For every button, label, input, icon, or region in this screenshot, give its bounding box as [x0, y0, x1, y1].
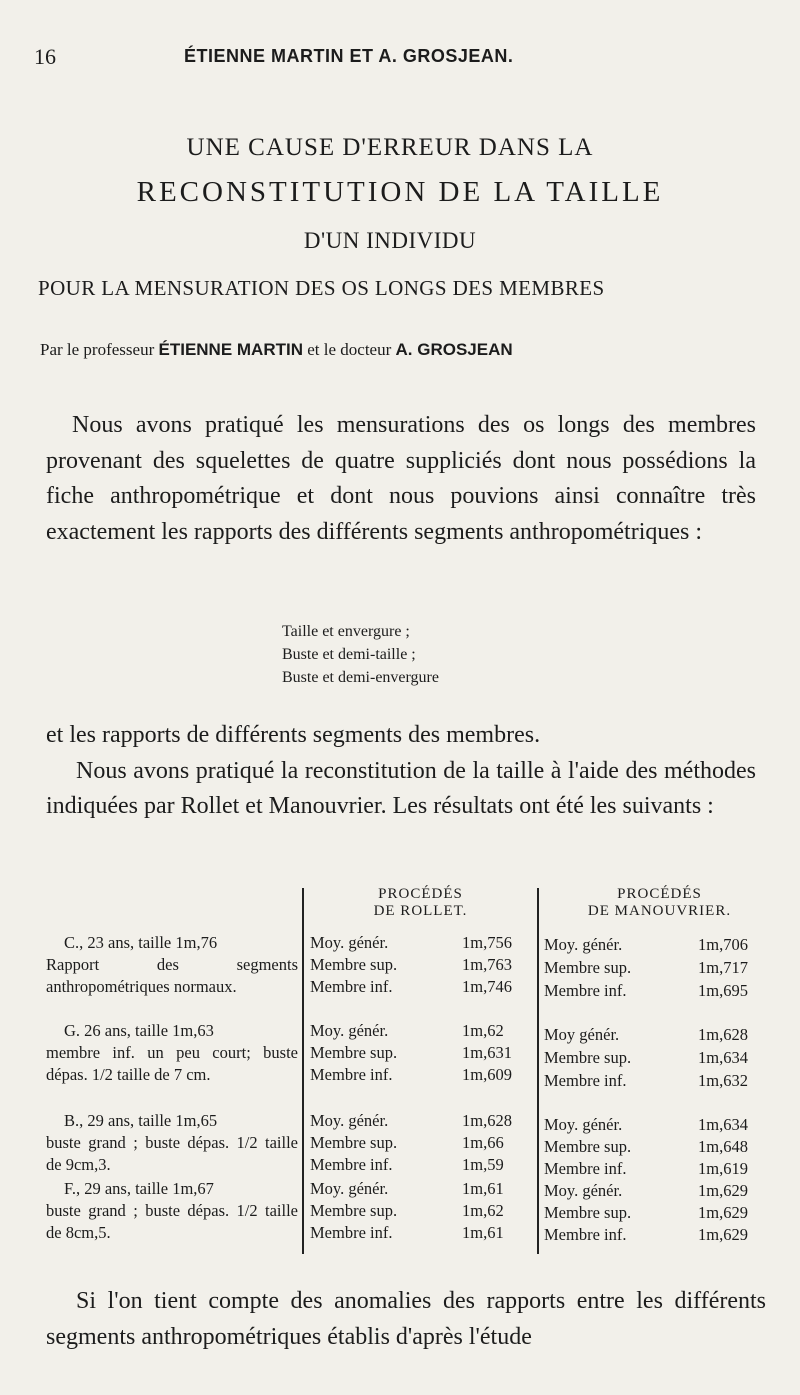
manouvrier-label: Membre sup.: [544, 958, 632, 977]
rollet-value: 1m,631: [462, 1043, 512, 1062]
list-item: Buste et demi-envergure: [282, 669, 439, 686]
rollet-label: Moy. génér.: [310, 1021, 389, 1040]
byline-author-1: ÉTIENNE MARTIN: [158, 340, 303, 359]
rollet-value: 1m,62: [462, 1201, 504, 1220]
subject-lead: G. 26 ans, taille 1m,63: [64, 1021, 214, 1040]
subject-cell: [46, 1020, 298, 1086]
byline-prefix: Par le professeur: [40, 340, 155, 359]
running-head: [34, 44, 774, 74]
subject-lead: C., 23 ans, taille 1m,76: [64, 933, 218, 952]
manouvrier-value: 1m,629: [698, 1225, 748, 1244]
manouvrier-value: 1m,648: [698, 1137, 748, 1156]
paragraph-3: [46, 1284, 766, 1355]
manouvrier-header-line-1: PROCÉDÉS: [617, 886, 702, 902]
running-title: ÉTIENNE MARTIN ET A. GROSJEAN.: [184, 46, 514, 66]
manouvrier-label: Membre inf.: [544, 1225, 627, 1244]
rollet-value: 1m,763: [462, 955, 512, 974]
rollet-label: Membre sup.: [310, 1043, 398, 1062]
manouvrier-value: 1m,634: [698, 1115, 748, 1134]
subject-lead: B., 29 ans, taille 1m,65: [64, 1111, 218, 1130]
manouvrier-label: Moy génér.: [544, 1025, 620, 1044]
manouvrier-value: 1m,717: [698, 958, 748, 977]
manouvrier-value: 1m,634: [698, 1048, 748, 1067]
manouvrier-value: 1m,629: [698, 1181, 748, 1200]
title-line-4: POUR LA MENSURATION DES OS LONGS DES MEMBRES: [38, 276, 605, 300]
manouvrier-label: Membre inf.: [544, 1071, 627, 1090]
rollet-label: Membre inf.: [310, 1155, 393, 1174]
rollet-value: 1m,61: [462, 1179, 504, 1198]
subject-cell: [46, 932, 298, 998]
rollet-header-line-1: PROCÉDÉS: [378, 886, 463, 902]
paragraph-1: [46, 408, 756, 550]
manouvrier-label: Membre sup.: [544, 1137, 632, 1156]
rollet-label: Moy. génér.: [310, 1111, 389, 1130]
byline-middle: et le docteur: [307, 340, 392, 359]
title-line-3: D'UN INDIVIDU: [303, 228, 477, 253]
rollet-label: Moy. génér.: [310, 1179, 389, 1198]
rollet-label: Membre inf.: [310, 1223, 393, 1242]
manouvrier-label: Moy. génér.: [544, 935, 623, 954]
rollet-value: 1m,66: [462, 1133, 504, 1152]
rollet-value: 1m,61: [462, 1223, 504, 1242]
rollet-label: Membre sup.: [310, 1133, 398, 1152]
subject-cell: [46, 1110, 298, 1176]
manouvrier-value: 1m,619: [698, 1159, 748, 1178]
rollet-value: 1m,59: [462, 1155, 504, 1174]
subject-cell: [46, 1178, 298, 1244]
title-line-1: UNE CAUSE D'ERREUR DANS LA: [186, 134, 594, 161]
rollet-label: Membre inf.: [310, 977, 393, 996]
rollet-value: 1m,746: [462, 977, 512, 996]
byline: [40, 340, 760, 360]
byline-author-2: A. GROSJEAN: [395, 340, 513, 359]
results-table: [40, 880, 780, 1260]
page-number: 16: [34, 44, 56, 69]
column-divider: [302, 888, 304, 1254]
manouvrier-value: 1m,695: [698, 981, 748, 1000]
rollet-label: Membre inf.: [310, 1065, 393, 1084]
subject-notes: buste grand ; buste dépas. 1/2 taille de 9cm,3.: [46, 1133, 298, 1174]
rollet-value: 1m,756: [462, 933, 512, 952]
column-divider: [537, 888, 539, 1254]
paragraph-2b-text: Nous avons pratiqué la reconstitution de la taille à l'aide des méthodes indiquées par Rollet et Manouvrier. Les résultats ont été les suivants :: [46, 757, 756, 819]
rollet-value: 1m,62: [462, 1021, 504, 1040]
rollet-label: Membre sup.: [310, 955, 398, 974]
subject-notes: buste grand ; buste dépas. 1/2 taille de 8cm,5.: [46, 1201, 298, 1242]
rollet-header-line-2: DE ROLLET.: [373, 903, 468, 919]
rollet-value: 1m,609: [462, 1065, 512, 1084]
manouvrier-label: Membre inf.: [544, 1159, 627, 1178]
manouvrier-value: 1m,629: [698, 1203, 748, 1222]
manouvrier-label: Moy. génér.: [544, 1115, 623, 1134]
manouvrier-label: Membre sup.: [544, 1048, 632, 1067]
subject-notes: Rapport des segments anthropométriques normaux.: [46, 955, 298, 996]
rollet-value: 1m,628: [462, 1111, 512, 1130]
paragraph-2: [46, 718, 756, 825]
manouvrier-value: 1m,706: [698, 935, 748, 954]
manouvrier-label: Moy. génér.: [544, 1181, 623, 1200]
manouvrier-header: [539, 886, 780, 920]
manouvrier-label: Membre sup.: [544, 1203, 632, 1222]
paragraph-1-text: Nous avons pratiqué les mensurations des os longs des membres provenant des squelettes de quatre suppliciés dont nous possédions la fiche anthropométrique et dont nous pouvions ainsi connaître très exactement les rapports des différents segments anthropométriques :: [46, 412, 756, 545]
list-item: Taille et envergure ;: [282, 623, 410, 640]
manouvrier-value: 1m,628: [698, 1025, 748, 1044]
subject-lead: F., 29 ans, taille 1m,67: [64, 1179, 214, 1198]
manouvrier-value: 1m,632: [698, 1071, 748, 1090]
rollet-label: Membre sup.: [310, 1201, 398, 1220]
list-item: Buste et demi-taille ;: [282, 646, 416, 663]
title-line-2: RECONSTITUTION DE LA TAILLE: [136, 176, 664, 208]
rollet-header: [304, 886, 537, 920]
paragraph-2a-text: et les rapports de différents segments des membres.: [46, 722, 541, 748]
paragraph-3-text: Si l'on tient compte des anomalies des rapports entre les différents segments anthropométriques établis d'après l'étude: [46, 1288, 766, 1350]
ratio-list: [282, 620, 439, 689]
subject-notes: membre inf. un peu court; buste dépas. 1/2 taille de 7 cm.: [46, 1043, 298, 1084]
manouvrier-label: Membre inf.: [544, 981, 627, 1000]
rollet-label: Moy. génér.: [310, 933, 389, 952]
manouvrier-header-line-2: DE MANOUVRIER.: [587, 903, 732, 919]
